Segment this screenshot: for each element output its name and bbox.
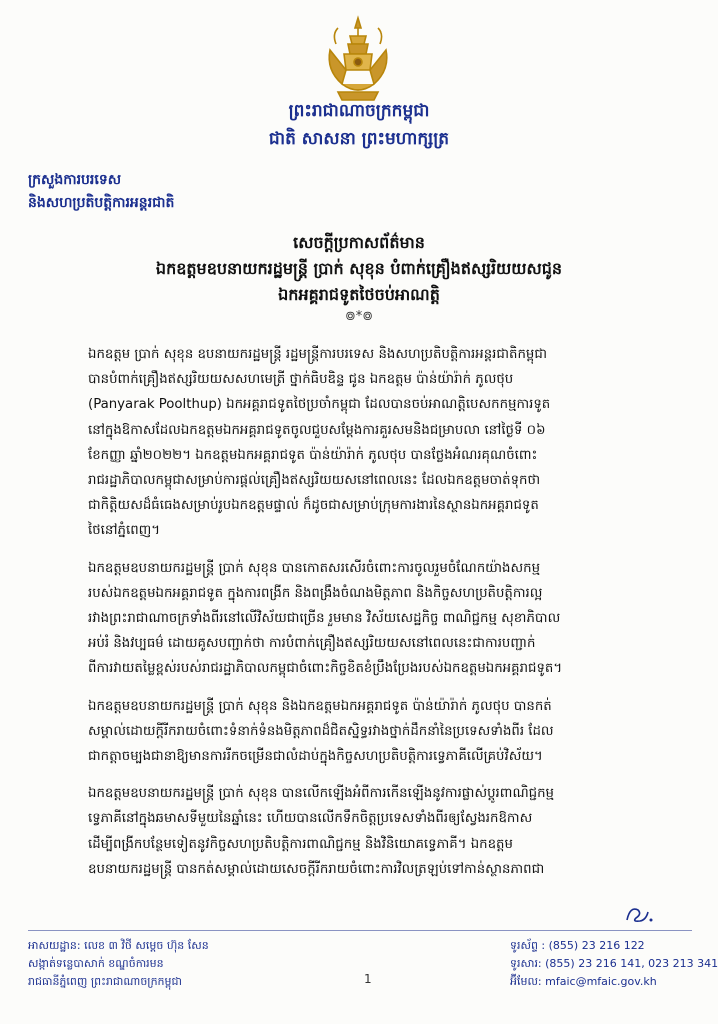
- paragraph-line: ទ្វេភាគីនៅក្នុងឆមាសទីមួយនៃឆ្នាំនេះ ហើយបានលើកទឹកចិត្តប្រទេសទាំងពីរឲ្យស្វែងរកឱកាស: [88, 811, 533, 827]
- footer-address: [28, 937, 209, 991]
- ministry-name-line2: និងសហប្រតិបត្តិការអន្តរជាតិ: [28, 195, 175, 211]
- headline-line2: ឯកអគ្គរាជទូតថៃចប់អាណត្តិ: [278, 285, 440, 304]
- paragraph-4: [88, 781, 670, 882]
- paragraph-line: រាជរដ្ឋាភិបាលកម្ពុជាសម្រាប់ការផ្តល់គ្រឿងឥស្សរិយយសនៅពេលនេះ ដែលឯកឧត្តមចាត់ទុកថា: [88, 473, 541, 489]
- initial-signature: [624, 902, 654, 926]
- paragraph-line: អប់រំ និងវប្បធម៌ ដោយគូសបញ្ជាក់ថា ការបំពាក់គ្រឿងឥស្សរិយយសនៅពេលនេះជាការបញ្ជាក់: [88, 636, 536, 652]
- paragraph-line: ខែកញ្ញា ឆ្នាំ២០២២។ ឯកឧត្តមឯកអគ្គរាជទូត ប៉ាន់យ៉ារ៉ាក់ ភូលថុប បានថ្លែងអំណរគុណចំពោះ: [88, 447, 538, 463]
- headline-line1: ឯកឧត្តមឧបនាយករដ្ឋមន្ត្រី ប្រាក់ សុខុន បំពាក់គ្រឿងឥស្សរិយយសជូន: [155, 259, 563, 278]
- address-line: អាសយដ្ឋាន: លេខ ៣ វិថី សម្តេច ហ៊ុន សែន: [28, 939, 209, 952]
- paragraph-line: បានបំពាក់គ្រឿងឥស្សរិយយសសហមេត្រី ថ្នាក់ធិបឌិន្ទ ជូន ឯកឧត្តម ប៉ាន់យ៉ារ៉ាក់ ភូលថុប: [88, 372, 514, 388]
- email-address: អ៊ីមែល: mfaic@mfaic.gov.kh: [510, 975, 657, 988]
- paragraph-line: (Panyarak Poolthup) ឯកអគ្គរាជទូតថៃប្រចាំកម្ពុជា ដែលបានចប់អាណត្តិបេសកកម្មការទូត: [88, 397, 551, 413]
- page-number: 1: [364, 972, 372, 986]
- footer-divider: [28, 930, 692, 931]
- address-line: រាជធានីភ្នំពេញ ព្រះរាជាណាចក្រកម្ពុជា: [28, 975, 182, 988]
- paragraph-line: របស់ឯកឧត្តមឯកអគ្គរាជទូត ក្នុងការពង្រីក និងពង្រឹងចំណងមិត្តភាព និងកិច្ចសហប្រតិបត្តិការល្អ: [88, 585, 543, 601]
- paragraph-line: ដើម្បីពង្រីកបន្ថែមទៀតនូវកិច្ចសហប្រតិបត្តិការពាណិជ្ជកម្ម និងវិនិយោគទ្វេភាគី។ ឯកឧត្តម: [88, 836, 513, 852]
- paragraph-line: នៅក្នុងឱកាសដែលឯកឧត្តមឯកអគ្គរាជទូតចូលជួបសម្តែងការគួរសមនិងជម្រាបលា នៅថ្ងៃទី ០៦: [88, 422, 546, 438]
- paragraph-1: [88, 342, 670, 544]
- royal-coat-of-arms-emblem: [322, 14, 394, 104]
- title-ornament: ៙*៙: [344, 309, 374, 324]
- document-type-title: សេចក្តីប្រកាសព័ត៌មាន: [293, 233, 425, 252]
- paragraph-line: ជាកិត្តិយសដ៏ធំធេងសម្រាប់រូបឯកឧត្តមផ្ទាល់ ក៏ដូចជាសម្រាប់ក្រុមការងារនៃស្ថានឯកអគ្គរាជទូត: [88, 498, 539, 514]
- paragraph-line: ឯកឧត្តមឧបនាយករដ្ឋមន្ត្រី ប្រាក់ សុខុន និងឯកឧត្តមឯកអគ្គរាជទូត ប៉ាន់យ៉ារ៉ាក់ ភូលថុប បានកត់: [88, 698, 552, 714]
- paragraph-line: ឯកឧត្តមឧបនាយករដ្ឋមន្ត្រី ប្រាក់ សុខុន បានលើកឡើងអំពីការកើនឡើងនូវការផ្លាស់ប្តូរពាណិជ្ជកម្ម: [88, 786, 554, 802]
- press-release-body: [88, 342, 670, 894]
- ministry-name-line1: ក្រសួងការបរទេស: [28, 172, 122, 188]
- paragraph-line: សម្គាល់ដោយក្តីរីករាយចំពោះទំនាក់ទំនងមិត្តភាពដ៏ជិតស្និទ្ធរវាងថ្នាក់ដឹកនាំនៃប្រទេសទាំងពីរ ដែល: [88, 723, 554, 739]
- paragraph-2: [88, 556, 670, 682]
- national-motto: ជាតិ សាសនា ព្រះមហាក្សត្រ: [268, 129, 450, 149]
- kingdom-name: ព្រះរាជាណាចក្រកម្ពុជា: [288, 101, 430, 121]
- paragraph-3: [88, 694, 670, 770]
- phone-number: ទូរស័ព្ទ : (855) 23 216 122: [510, 939, 645, 952]
- address-line: សង្កាត់ទន្លេបាសាក់ ខណ្ឌចំការមន: [28, 957, 164, 970]
- paragraph-line: រវាងព្រះរាជាណាចក្រទាំងពីរនៅលើវិស័យជាច្រើន រួមមាន វិស័យសេដ្ឋកិច្ច ពាណិជ្ជកម្ម សុខាភិបាល: [88, 611, 561, 627]
- footer-contact: [510, 937, 718, 991]
- fax-number: ទូរសារ: (855) 23 216 141, 023 213 341: [510, 957, 718, 970]
- paragraph-line: ពីការវាយតម្លៃខ្ពស់របស់រាជរដ្ឋាភិបាលកម្ពុជាចំពោះកិច្ចខិតខំប្រឹងប្រែងរបស់ឯកឧត្តមឯកអគ្គរាជទូត។: [88, 661, 563, 677]
- paragraph-line: ជាកត្តាចម្បងជានាឱ្យមានការរីកចម្រើនជាលំដាប់ក្នុងកិច្ចសហប្រតិបត្តិការទ្វេភាគីលើគ្រប់វិស័យ។: [88, 749, 543, 765]
- paragraph-line: ថៃនៅភ្នំពេញ។: [88, 523, 161, 539]
- paragraph-line: ឯកឧត្តមឧបនាយករដ្ឋមន្ត្រី ប្រាក់ សុខុន បានកោតសរសើរចំពោះការចូលរួមចំណែកយ៉ាងសកម្ម: [88, 560, 541, 576]
- paragraph-line: ឯកឧត្តម ប្រាក់ សុខុន ឧបនាយករដ្ឋមន្ត្រី រដ្ឋមន្ត្រីការបរទេស និងសហប្រតិបត្តិការអន្តរជាតិកម្ពុជា: [88, 347, 547, 362]
- paragraph-line: ឧបនាយករដ្ឋមន្ត្រី បានកត់សម្គាល់ដោយសេចក្តីរីករាយចំពោះការវិលត្រឡប់ទៅកាន់ស្ថានភាពជា: [88, 861, 545, 877]
